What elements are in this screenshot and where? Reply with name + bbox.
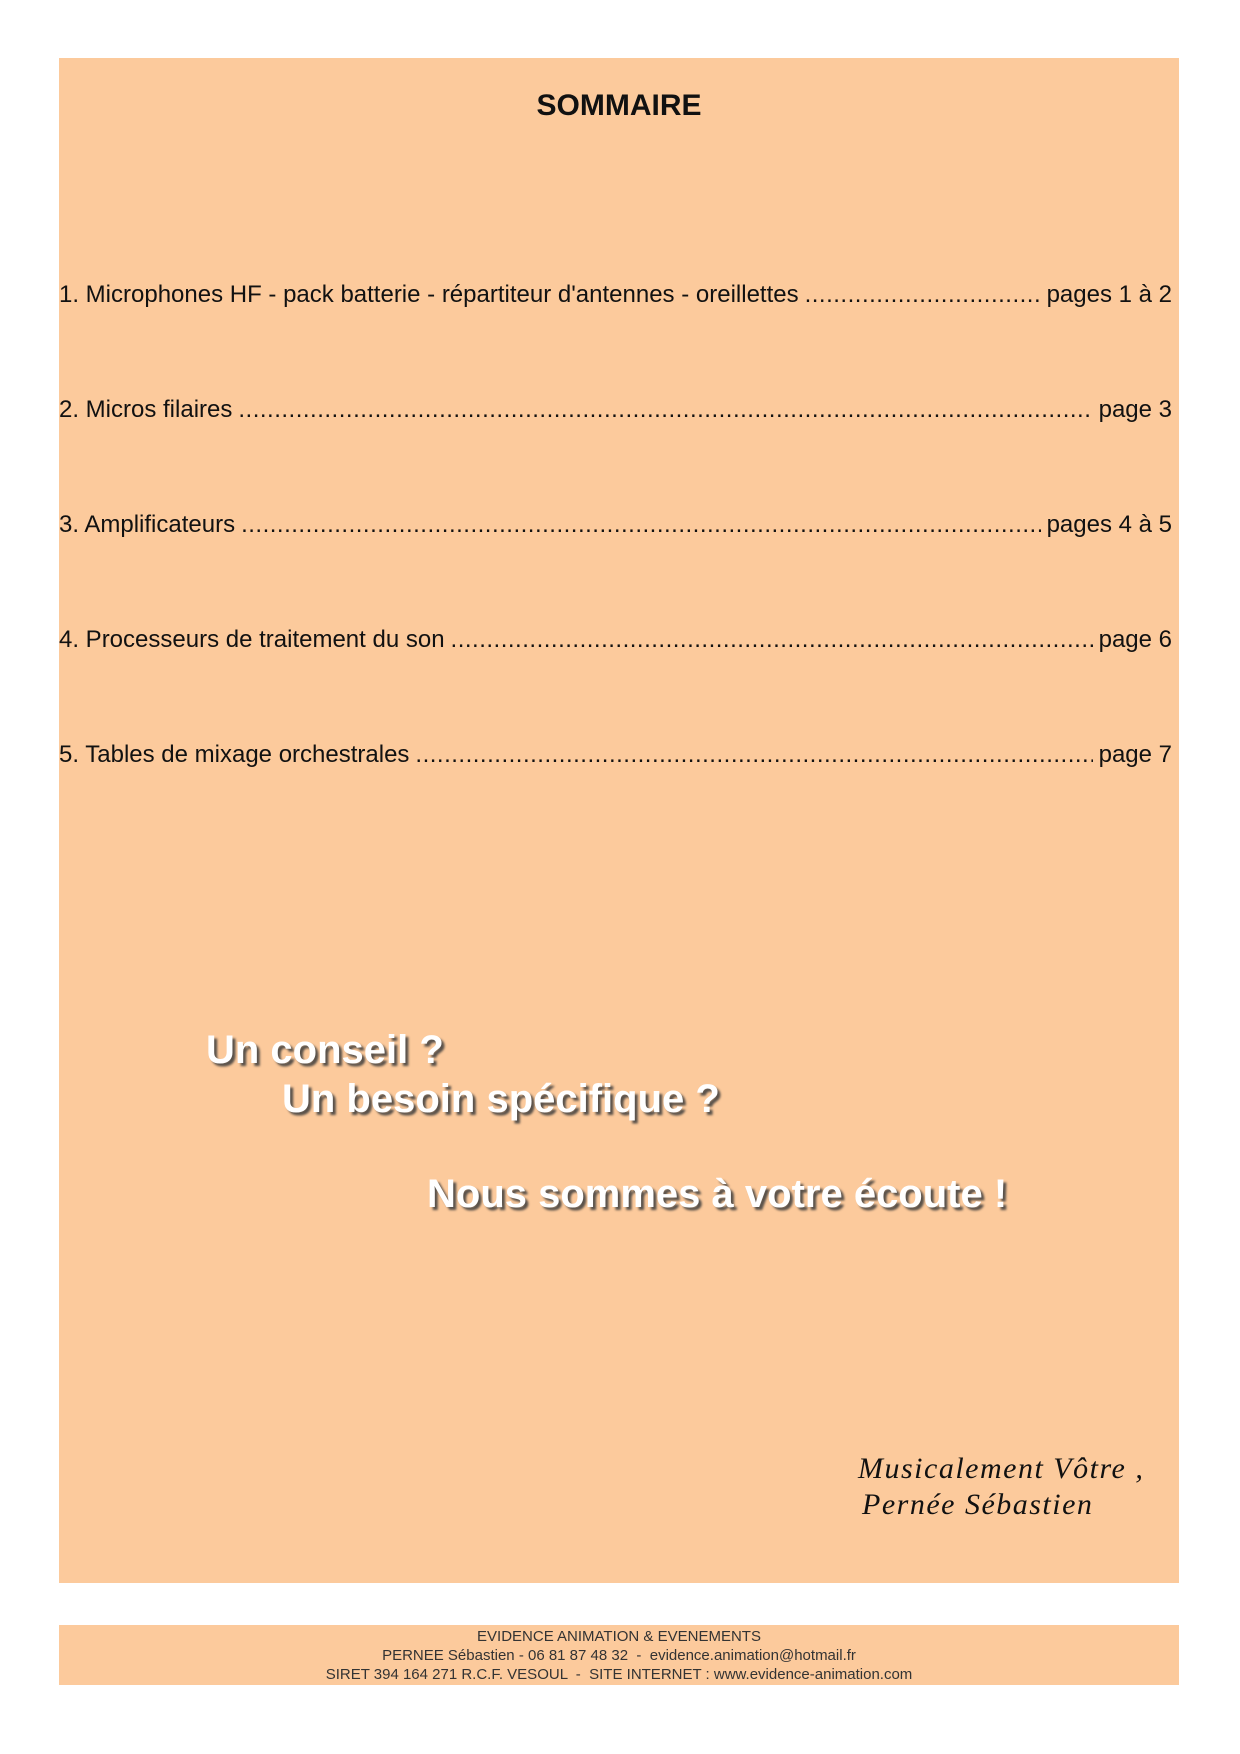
dot-leader	[451, 626, 1093, 654]
toc-entry-label: 1. Microphones HF - pack batterie - répartiteur d'antennes - oreillettes	[59, 281, 799, 308]
footer	[59, 1625, 1179, 1685]
signature-name: Pernée Sébastien	[862, 1488, 1094, 1521]
toc-entry	[59, 281, 1172, 309]
dot-leader	[238, 396, 1092, 424]
dot-leader	[805, 281, 1041, 309]
table-of-contents	[59, 281, 1172, 856]
toc-entry-label: 4. Processeurs de traitement du son	[59, 626, 445, 653]
footer-company: EVIDENCE ANIMATION & EVENEMENTS	[477, 1628, 761, 1645]
toc-entry	[59, 511, 1172, 539]
footer-contact: PERNEE Sébastien - 06 81 87 48 32 - evidence.animation@hotmail.fr	[382, 1647, 856, 1664]
callout-line-advice: Un conseil ?	[206, 1028, 444, 1072]
toc-entry-label: 5. Tables de mixage orchestrales	[59, 741, 410, 768]
toc-entry-page: page 7	[1098, 741, 1172, 768]
callout-line-need: Un besoin spécifique ?	[282, 1077, 720, 1121]
toc-entry	[59, 741, 1172, 769]
toc-entry	[59, 396, 1172, 424]
toc-entry	[59, 626, 1172, 654]
signature-closing: Musicalement Vôtre ,	[858, 1452, 1145, 1485]
callout-line-listening: Nous sommes à votre écoute !	[427, 1172, 1008, 1216]
toc-entry-page: page 3	[1098, 396, 1172, 423]
footer-legal: SIRET 394 164 271 R.C.F. VESOUL - SITE INTERNET : www.evidence-animation.com	[325, 1666, 913, 1683]
dot-leader	[241, 511, 1040, 539]
dot-leader	[415, 741, 1092, 769]
toc-entry-label: 2. Micros filaires	[59, 396, 233, 423]
page-title: SOMMAIRE	[536, 89, 702, 122]
toc-entry-page: pages 4 à 5	[1046, 511, 1172, 538]
toc-entry-page: page 6	[1098, 626, 1172, 653]
toc-entry-page: pages 1 à 2	[1046, 281, 1172, 308]
toc-entry-label: 3. Amplificateurs	[59, 511, 236, 538]
